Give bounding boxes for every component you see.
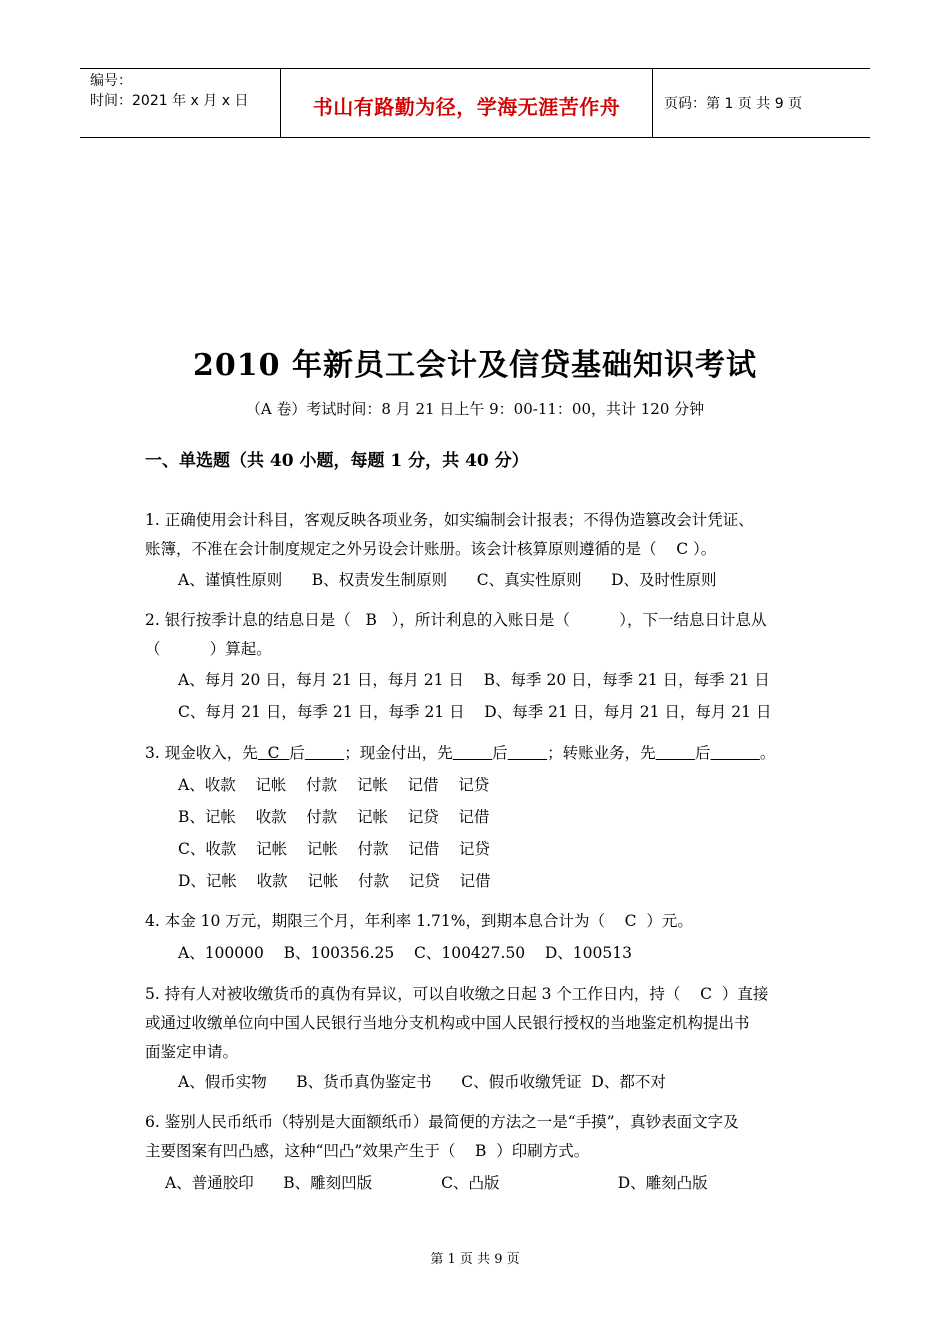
motto: 书山有路勤为径，学海无涯苦作舟 bbox=[312, 95, 621, 119]
question-3-option-d: D、记帐 收款 记帐 付款 记贷 记借 bbox=[178, 872, 491, 890]
question-3-option-b: B、记帐 收款 付款 记帐 记贷 记借 bbox=[178, 808, 490, 826]
page-footer: 第 1 页 共 9 页 bbox=[430, 1252, 520, 1267]
question-6-options: A、普通胶印 B、雕刻凹版 C、凸版 D、雕刻凸版 bbox=[165, 1174, 708, 1192]
question-5-options: A、假币实物 B、货币真伪鉴定书 C、假币收缴凭证 D、都不对 bbox=[178, 1073, 666, 1091]
q3-blank bbox=[453, 744, 492, 762]
question-4-options: A、100000 B、100356.25 C、100427.50 D、100513 bbox=[178, 944, 632, 962]
question-3-line-1 bbox=[145, 741, 775, 763]
question-5-line-3: 面鉴定申请。 bbox=[145, 1043, 239, 1061]
header-meta bbox=[80, 69, 280, 137]
section-heading: 一、单选题（共 40 小题，每题 1 分，共 40 分） bbox=[145, 451, 529, 471]
question-6-line-2: 主要图案有凹凸感，这种“凹凸”效果产生于（ B ）印刷方式。 bbox=[145, 1142, 590, 1160]
question-2-options-cd: C、每月 21 日，每季 21 日，每季 21 日 D、每季 21 日，每月 21 日，每月 21 日 bbox=[178, 703, 772, 721]
q3-text: 后 bbox=[289, 744, 305, 762]
header-motto-cell bbox=[280, 69, 653, 137]
q3-text: 后 bbox=[492, 744, 508, 762]
number-label: 编号： bbox=[90, 73, 132, 89]
question-2-line-1: 2. 银行按季计息的结息日是（ B ），所计利息的入账日是（ ），下一结息日计息从 bbox=[145, 611, 767, 629]
q3-text: 。 bbox=[759, 744, 776, 762]
q3-blank bbox=[508, 744, 547, 762]
question-1-options: A、谨慎性原则 B、权责发生制原则 C、真实性原则 D、及时性原则 bbox=[178, 571, 717, 589]
q3-text: ；转账业务，先 bbox=[547, 744, 656, 762]
page-info: 页码：第 1 页 共 9 页 bbox=[664, 96, 803, 112]
page-header bbox=[80, 68, 870, 138]
document-subtitle: （A 卷）考试时间：8 月 21 日上午 9：00-11：00，共计 120 分钟 bbox=[245, 400, 705, 418]
q3-text: 3. 现金收入，先 bbox=[145, 744, 258, 762]
question-1-line-2: 账簿，不准在会计制度规定之外另设会计账册。该会计核算原则遵循的是（ C ）。 bbox=[145, 540, 717, 558]
question-6-line-1: 6. 鉴别人民币纸币（特别是大面额纸币）最简便的方法之一是“手摸”，真钞表面文字及 bbox=[145, 1113, 739, 1131]
q3-text: ；现金付出，先 bbox=[344, 744, 453, 762]
time-label: 时间：2021 年 x 月 x 日 bbox=[90, 93, 249, 109]
q3-blank bbox=[711, 744, 760, 762]
question-3-option-a: A、收款 记帐 付款 记帐 记借 记贷 bbox=[178, 776, 490, 794]
question-5-line-2: 或通过收缴单位向中国人民银行当地分支机构或中国人民银行授权的当地鉴定机构提出书 bbox=[145, 1014, 750, 1032]
q3-answer-blank: C bbox=[257, 744, 290, 762]
q3-text: 后 bbox=[695, 744, 711, 762]
question-3-option-c: C、收款 记帐 记帐 付款 记借 记贷 bbox=[178, 840, 490, 858]
document-title: 2010 年新员工会计及信贷基础知识考试 bbox=[193, 348, 757, 383]
question-4-line-1: 4. 本金 10 万元，期限三个月，年利率 1.71%，到期本息合计为（ C ）元。 bbox=[145, 912, 693, 930]
q3-blank bbox=[305, 744, 344, 762]
question-1-line-1: 1. 正确使用会计科目，客观反映各项业务，如实编制会计报表；不得伪造篡改会计凭证、 bbox=[145, 511, 754, 529]
question-2-options-ab: A、每月 20 日，每月 21 日，每月 21 日 B、每季 20 日，每季 21 日，每季 21 日 bbox=[178, 671, 770, 689]
question-2-line-2: （ ）算起。 bbox=[145, 640, 272, 658]
question-5-line-1: 5. 持有人对被收缴货币的真伪有异议，可以自收缴之日起 3 个工作日内，持（ C ）直接 bbox=[145, 985, 769, 1003]
q3-blank bbox=[656, 744, 695, 762]
